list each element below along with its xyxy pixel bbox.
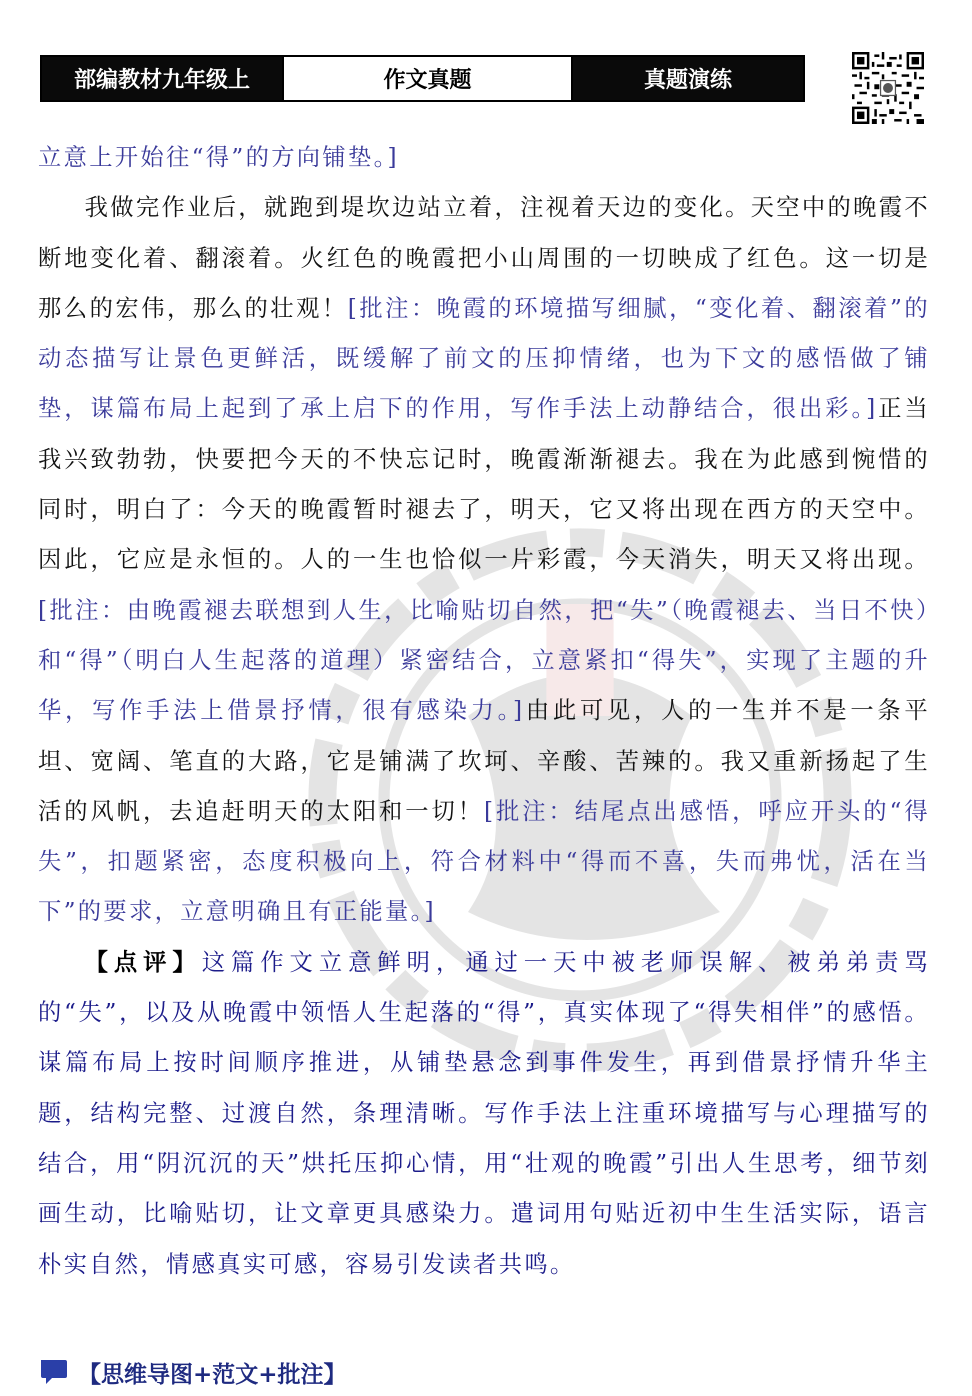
header-bar (40, 55, 805, 102)
essay-text: 由此可见，人的一生并不是一条平坦、宽阔、笔直的大路，它是铺满了坎坷、辛酸、苦辣的。我又重新扬起了生活的风帆，去追赶明天的太阳和一切！ (38, 697, 931, 825)
footer-label: 【思维导图+范文+批注】 (78, 1361, 347, 1388)
footer-link[interactable] (38, 1352, 347, 1392)
chat-bubble-icon (38, 1356, 70, 1388)
qr-code-icon[interactable] (852, 52, 924, 124)
header-category-label: 作文真题 (282, 57, 573, 100)
header-grade-label: 部编教材九年级上 (42, 57, 282, 100)
annotation-text: 立意上开始往“得”的方向铺垫。] (38, 144, 399, 171)
review-tag: 【点评】 (84, 948, 202, 976)
paragraph-review (38, 938, 930, 1290)
annotation-text: [批注：由晚霞褪去联想到人生，比喻贴切自然，把“失”（晚霞褪去、当日不快）和“得”（明白人生起落的道理）紧密结合，立意紧扣“得失”，实现了主题的升华，写作手法上借景抒情，很有感染力。] (38, 596, 930, 725)
essay-text: 正当我兴致勃勃，快要把今天的不快忘记时，晚霞渐渐褪去。我在为此感到惋惜的同时，明白了：今天的晚霞暂时褪去了，明天，它又将出现在西方的天空中。因此，它应是永恒的。人的一生也恰似一片彩霞，今天消失，明天又将出现。 (38, 395, 930, 574)
paragraph-main (38, 183, 930, 937)
annotation-text: [批注：结尾点出感悟，呼应开头的“得失”，扣题紧密，态度积极向上，符合材料中“得而不喜，失而弗忧，活在当下”的要求，立意明确且有正能量。] (38, 797, 930, 926)
annotation-text: [批注：晚霞的环境描写细腻，“变化着、翻滚着”的动态描写让景色更鲜活，既缓解了前文的压抑情绪，也为下文的感悟做了铺垫，谋篇布局上起到了承上启下的作用，写作手法上动静结合，很出彩。] (38, 294, 930, 423)
essay-content (38, 133, 930, 1290)
header-section-label: 真题演练 (573, 57, 803, 100)
review-text: 这篇作文立意鲜明，通过一天中被老师误解、被弟弟责骂的“失”，以及从晚霞中领悟人生起落的“得”，真实体现了“得失相伴”的感悟。谋篇布局上按时间顺序推进，从铺垫悬念到事件发生，再到借景抒情升华主题，结构完整、过渡自然，条理清晰。写作手法上注重环境描写与心理描写的结合，用“阴沉沉的天”烘托压抑心情，用“壮观的晚霞”引出人生思考，细节刻画生动，比喻贴切，让文章更具感染力。遣词用句贴近初中生生活实际，语言朴实自然，情感真实可感，容易引发读者共鸣。 (38, 948, 931, 1278)
paragraph-intro (38, 133, 930, 183)
essay-text: 我做完作业后，就跑到堤坎边站立着，注视着天边的变化。天空中的晚霞不断地变化着、翻滚着。火红色的晚霞把小山周围的一切映成了红色。这一切是那么的宏伟，那么的壮观！ (38, 194, 930, 322)
